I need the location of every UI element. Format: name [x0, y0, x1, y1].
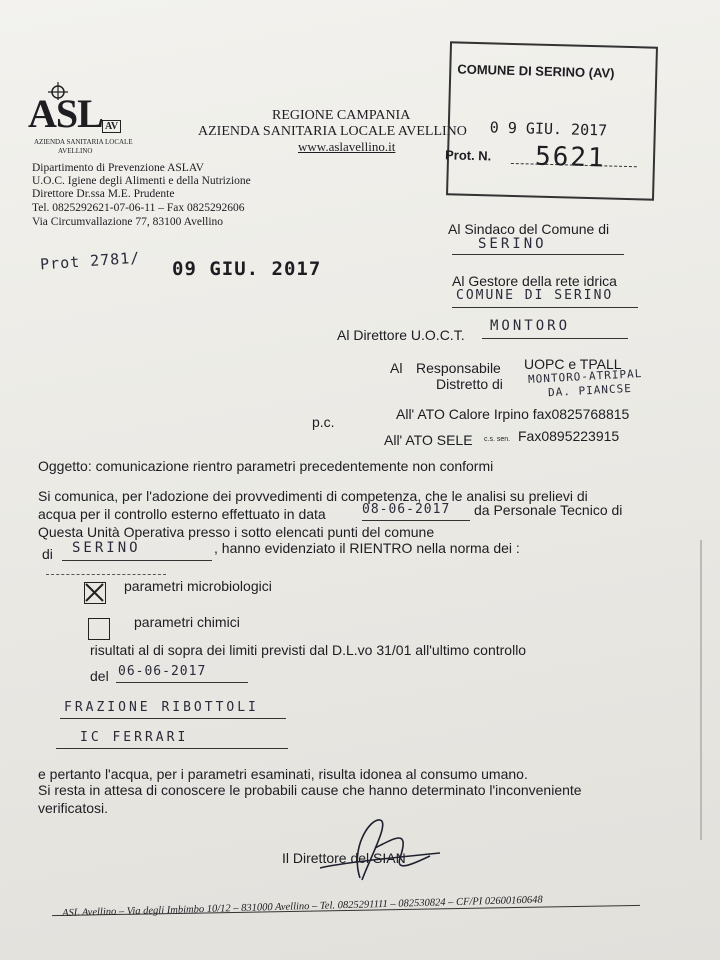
dept-line-4: Tel. 0825292621-07-06-11 – Fax 0825292606 [32, 202, 245, 214]
comune-stamp [446, 41, 658, 200]
checkbox-microbiologici[interactable] [84, 582, 106, 604]
dept-line-3: Direttore Dr.ssa M.E. Prudente [32, 188, 175, 200]
resp-al: Al [390, 360, 403, 376]
conclusion-line-1: e pertanto l'acqua, per i parametri esaminati, risulta idonea al consumo umano. [38, 766, 528, 782]
ato-sele-small: c.s. sen. [484, 436, 511, 443]
subject-line: Oggetto: comunicazione rientro parametri precedentemente non conformi [38, 458, 494, 474]
footer-address: ASL Avellino – Via degli Imbimbo 10/12 – 831000 Avellino – Tel. 0825291111 – 082530824 – CF/PI 02600160648 [62, 894, 543, 919]
sampling-point-1: FRAZIONE RIBOTTOLI [64, 700, 259, 715]
logo-av: AV [102, 120, 121, 133]
website-link[interactable]: www.aslavellino.it [298, 139, 396, 154]
body-line-4a: di [42, 546, 53, 562]
checkbox-chimici[interactable] [88, 618, 110, 640]
stamp-prot-number: 5621 [534, 141, 607, 174]
logo-line2: AVELLINO [58, 147, 93, 155]
body-date-handwritten: 08-06-2017 [362, 502, 451, 517]
protocol-handwritten: Prot 2781/ [39, 248, 141, 274]
conclusion-line-3: verificatosi. [38, 800, 109, 816]
distretto-handwritten-1: MONTORO-ATRIPAL [527, 367, 643, 386]
body-line-2a: acqua per il controllo esterno effettuato in data [38, 506, 326, 522]
agency-title: AZIENDA SANITARIA LOCALE AVELLINO [198, 124, 467, 139]
signature-mark-icon [300, 808, 450, 888]
results-line-1: risultati al di sopra dei limiti previsti dal D.L.vo 31/01 all'ultimo controllo [90, 642, 527, 658]
body-line-2b: da Personale Tecnico di [474, 502, 623, 518]
signature-label: Il Direttore del SIAN [282, 850, 406, 866]
body-line-3: Questa Unità Operativa presso i sotto elencati punti del comune [38, 524, 435, 540]
recipient-direttore: Al Direttore U.O.C.T. [337, 327, 465, 343]
recipient-sindaco: Al Sindaco del Comune di [448, 221, 610, 237]
ato-calore: All' ATO Calore Irpino fax0825768815 [396, 406, 630, 422]
region-title: REGIONE CAMPANIA [272, 108, 411, 123]
resp-label: Responsabile [416, 360, 501, 376]
resp-right: UOPC e TPALL [524, 356, 622, 372]
distretto-label: Distretto di [436, 376, 503, 392]
stamp-title: COMUNE DI SERINO (AV) [457, 61, 615, 81]
sampling-point-2: IC FERRARI [80, 730, 189, 745]
stamp-date: 0 9 GIU. 2017 [489, 118, 608, 140]
protocol-date-stamp: 09 GIU. 2017 [172, 258, 322, 280]
gestore-handwritten: COMUNE DI SERINO [456, 288, 614, 303]
checkbox-label-chimici: parametri chimici [134, 614, 240, 630]
logo-line1: AZIENDA SANITARIA LOCALE [34, 138, 133, 146]
asl-logo [28, 80, 140, 156]
ato-sele: All' ATO SELE [384, 432, 473, 448]
check-x-icon [85, 583, 104, 602]
checkbox-divider [46, 574, 166, 575]
results-date-handwritten: 06-06-2017 [118, 664, 207, 679]
body-line-1: Si comunica, per l'adozione dei provvedimenti di competenza, che le analisi su prelievi di [38, 488, 588, 504]
pc-label: p.c. [312, 414, 335, 430]
ato-sele-fax: Fax0895223915 [518, 428, 620, 444]
stamp-prot-label: Prot. N. [444, 147, 492, 164]
checkbox-label-microbiologici: parametri microbiologici [124, 578, 272, 594]
body-line-4b: , hanno evidenziato il RIENTRO nella norma dei : [214, 540, 520, 556]
conclusion-line-2: Si resta in attesa di conoscere le probabili cause che hanno determinato l'inconveniente [38, 782, 582, 798]
direttore-handwritten: MONTORO [490, 318, 571, 334]
logo-text: ASL [28, 91, 103, 136]
body-comune-handwritten: SERINO [72, 540, 141, 556]
distretto-handwritten-2: DA. PIANCSE [547, 381, 633, 400]
recipient-gestore: Al Gestore della rete idrica [452, 273, 617, 289]
page-fold-edge [700, 540, 702, 840]
dept-line-2: U.O.C. Igiene degli Alimenti e della Nutrizione [32, 175, 251, 187]
sindaco-handwritten: SERINO [478, 236, 547, 252]
results-line-2a: del [90, 668, 109, 684]
dept-line-5: Via Circumvallazione 77, 83100 Avellino [32, 216, 224, 228]
dept-line-1: Dipartimento di Prevenzione ASLAV [32, 162, 204, 174]
